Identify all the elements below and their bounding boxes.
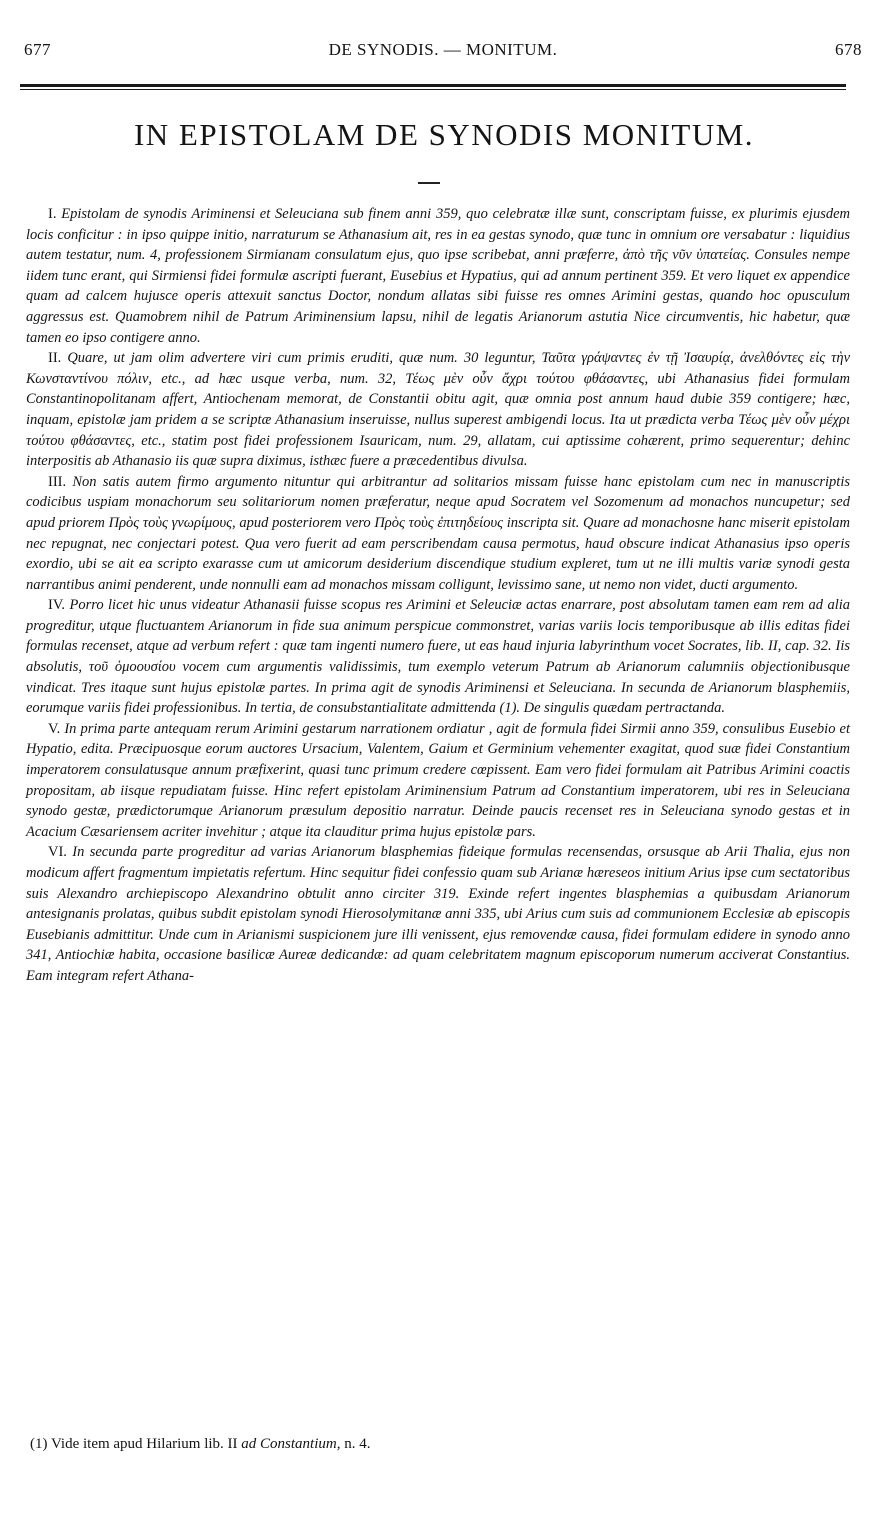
running-header bbox=[24, 40, 862, 64]
paragraph-5 bbox=[26, 719, 850, 843]
paragraph-number: V. bbox=[48, 720, 61, 737]
paragraph-3 bbox=[26, 472, 850, 596]
paragraph-text: Porro licet hic unus videatur Athanasii fuisse scopus res Arimini et Seleuciæ actas enarrare, post absolutam tamen eam rem ad alia progreditur, utque fluctuantem Arianorum in fide sua animum perspicue commonstret, varias variis locis temporibusque ab illis editas fidei formulas recenset, atque ad verbum refert : quæ tam ingenti numero fuere, ut eas haud injuria labyrinthum vocet Socrates, lib. II, cap. 32. Iis absolutis, τοῦ ὁμοουσίου vocem cum argumentis validissimis, tum exemplo veterum Patrum ab Arianorum calumniis objectionibusque vindicat. Tres itaque sunt hujus epistolæ partes. In prima agit de synodis Ariminensi et Seleuciana. In secunda de Arianorum blasphemiis, eorumque variis fidei professionibus. In tertia, de consubstantialitate admittenda (1). De singulis quædam pertractanda. bbox=[26, 597, 851, 717]
paragraph-text: Epistolam de synodis Ariminensi et Seleuciana sub finem anni 359, quo celebratæ illæ sunt, conscriptam fuisse, ex plurimis ejusdem locis conficitur : in ipso quippe initio, narraturum se Athanasium ait, res in ea gestas synodo, quæ tunc in omnium ore versabatur : liquidius autem testatur, num. 4, professionem Sirmianam consulatum ejus, quo ipse scribebat, anni præferre, ἀπὸ τῆς νῦν ὑπατείας. Consules nempe iidem tunc erant, qui Sirmiensi fidei formulæ ascripti fuerant, Eusebius et Hypatius, qui ad annum pertinent 359. Et vero liquet ex appendice quam ad calcem hujusce operis attexuit sanctus Doctor, nondum allatas sibi fuisse res omnes Arimini gestas, quando hoc opusculum aggressus est. Quamobrem nihil de Patrum Ariminensium lapsu, nihil de legatis Arianorum astutia Nice circumventis, hic habetur, quæ tamen eo ipso contigere anno. bbox=[26, 206, 850, 346]
header-rule-thin bbox=[20, 89, 846, 90]
paragraph-1 bbox=[26, 204, 850, 348]
footnote bbox=[30, 1434, 830, 1454]
section-title: IN EPISTOLAM DE SYNODIS MONITUM. bbox=[133, 117, 755, 152]
paragraph-text: In prima parte antequam rerum Arimini gestarum narrationem ordiatur , agit de formula fidei Sirmii anno 359, consulibus Eusebio et Hypatio, edita. Præcipuosque eorum auctores Ursacium, Valentem, Gaium et Germinium vehementer exagitat, quod suæ fidei Constantium imperatorem consulatusque annum præfixerint, quasi tunc primum credere cœpissent. Eam vero fidei formulam ait Patribus Arimini coactis propositam, ab iisque repudiatam fuisse. Hinc refert epistolam Ariminensium Patrum ad Constantium imperatorem, ubi res in Seleuciana synodo gestæ, prædictorumque Arianorum præsulum depositio narratur. Deinde paucis recenset res in Seleuciana synodo gestas et in Acacium Cæsariensem acriter invehitur ; atque ita clauditur prima hujus epistolæ pars. bbox=[26, 720, 850, 840]
header-rule-thick bbox=[20, 84, 846, 87]
footnote-mark: (1) bbox=[30, 1436, 48, 1452]
paragraph-number: I. bbox=[48, 206, 57, 222]
paragraph-number: IV. bbox=[48, 597, 66, 614]
body-text bbox=[26, 204, 850, 987]
page-number-left: 677 bbox=[24, 40, 51, 59]
paragraph-text: In secunda parte progreditur ad varias Arianorum blasphemias fideique formulas recensendas, orsusque ab Arii Thalia, ejus non modicum affert fragmentum impietatis refertum. Hinc sequitur fidei confessio quam sub Arianæ hæreseos initium Arius ipse cum sectatoribus suis Alexandro archiepiscopo Alexandrino obtulit anno circiter 319. Exinde refert ingentes blasphemias a quibusdam Arianorum antesignanis prolatas, quibus subdit epistolam synodi Hierosolymitanæ anni 335, ubi Arius cum suis ad communionem Ecclesiæ ab episcopis Eusebianis admittitur. Unde cum in Arianismi suspicionem jure illi venissent, ejus removendæ causa, fidei formulam edidere in synodo anno 341, Antiochiæ habita, occasione basilicæ Aureæ dedicandæ: ad quam celebritatem magnum episcoporum numerum acciverat Constantius. Eam integram refert Athana- bbox=[26, 844, 850, 984]
footnote-end: n. 4. bbox=[344, 1436, 371, 1452]
running-title: DE SYNODIS. — MONITUM. bbox=[328, 40, 558, 59]
paragraph-text: Non satis autem firmo argumento nituntur qui arbitrantur ad solitarios missam fuisse hanc epistolam cum nec in manuscriptis codicibus uspiam monachorum seu solitariorum nomen præferatur, neque apud Socratem vel Sozomenum ad monachos nuncupetur; sed apud priorem Πρὸς τοὺς γνωρίμους, apud posteriorem vero Πρὸς τοὺς ἐπιτηδείους inscripta sit. Quare ad monachosne hanc miserit epistolam nec repugnat, nec conjectari potest. Qua vero fuerit ad eam perscribendam causa permotus, haud obscure indicat Athanasius ipso operis exordio, ubi se ait ea scripto exarasse cum ut amicorum desiderium discendique studium expleret, tum ut ne illi multis variæ synodi gesta narrantibus animi penderent, unde nonnulli eam ad monachos missam colligunt, levissimo sane, ut nemo non videt, ducti argumento. bbox=[26, 473, 851, 593]
paragraph-number: VI. bbox=[48, 844, 67, 861]
footnote-text: Vide item apud Hilarium lib. II bbox=[50, 1436, 238, 1452]
paragraph-number: III. bbox=[48, 473, 67, 490]
paragraph-6 bbox=[26, 842, 850, 986]
page-number-right: 678 bbox=[835, 40, 862, 59]
title-dash bbox=[418, 182, 440, 184]
paragraph-2 bbox=[26, 348, 850, 472]
paragraph-4 bbox=[26, 595, 850, 719]
footnote-italic: ad Constantium, bbox=[241, 1436, 341, 1452]
paragraph-number: II. bbox=[48, 350, 62, 367]
paragraph-text: Quare, ut jam olim advertere viri cum primis eruditi, quæ num. 30 leguntur, Ταῦτα γράψαντες ἐν τῇ Ἰσαυρίᾳ, ἀνελθόντες εἰς τὴν Κωνσταντίνου πόλιν, etc., ad hæc usque verba, num. 32, Τέως μὲν οὖν ἄχρι τούτου φθάσαντες, ubi Athanasius fidei formulam Constantinopolitanam affert, Antiochenam memorat, de Constantii obitu agit, quæ omnia post annum haud dubie 359 contigere; hæc, inquam, epistolæ jam pridem a se scriptæ Athanasium inseruisse, nullus superest ambigendi locus. Ita ut prædicta verba Τέως μὲν οὖν μέχρι τούτου φθάσαντες, etc., statim post fidei professionem Isauricam, num. 29, allatam, cui aptissime cohærent, primo sequerentur; dehinc interpositis ab Athanasio iis quæ supra diximus, isthæc fuere a præcedentibus divulsa. bbox=[26, 350, 851, 470]
